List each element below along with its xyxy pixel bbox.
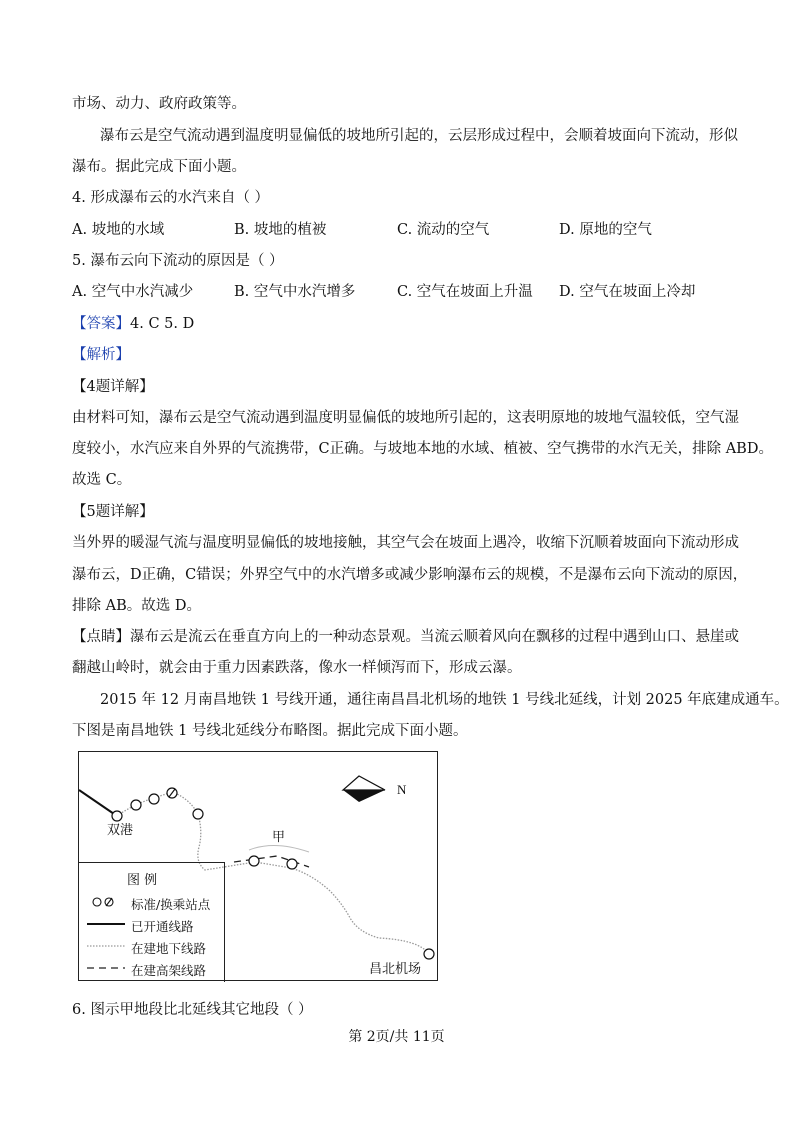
station bbox=[112, 811, 122, 821]
legend-item-opened: 已开通线路 bbox=[131, 919, 194, 934]
q4-option-d: D. 原地的空气 bbox=[559, 222, 652, 238]
label-airport: 昌北机场 bbox=[369, 962, 422, 977]
station bbox=[424, 949, 434, 959]
q4-option-c: C. 流动的空气 bbox=[397, 222, 490, 238]
elevated-line bbox=[234, 856, 309, 867]
label-north: N bbox=[397, 782, 407, 797]
detail-5-tag: 【5题详解】 bbox=[72, 504, 154, 520]
text-line: 排除 AB。故选 D。 bbox=[72, 598, 201, 614]
question-6: 6. 图示甲地段比北延线其它地段（ ） bbox=[72, 1002, 313, 1018]
text-line: 当外界的暖湿气流与温度明显偏低的坡地接触，其空气会在坡面上遇冷，收缩下沉顺着坡面向下流动形成 bbox=[72, 535, 739, 551]
answer-tag: 【答案】 bbox=[72, 316, 130, 332]
q5-option-b: B. 空气中水汽增多 bbox=[234, 284, 356, 300]
detail-4-tag: 【4题详解】 bbox=[72, 379, 154, 395]
text-line: 2015 年 12 月南昌地铁 1 号线开通，通往南昌昌北机场的地铁 1 号线北延线，计划 2025 年底建成通车。 bbox=[100, 692, 789, 708]
q4-option-b: B. 坡地的植被 bbox=[234, 222, 327, 238]
legend-title: 图 例 bbox=[127, 873, 158, 888]
text-line: 下图是南昌地铁 1 号线北延线分布略图。据此完成下面小题。 bbox=[72, 723, 468, 739]
answer-text: 4. C 5. D bbox=[130, 316, 195, 332]
text-line: 故选 C。 bbox=[72, 472, 132, 488]
text-line: 瀑布云是空气流动遇到温度明显偏低的坡地所引起的，云层形成过程中，会顺着坡面向下流动，形似 bbox=[100, 128, 738, 144]
text-line: 度较小，水汽应来自外界的气流携带，C正确。与坡地本地的水域、植被、空气携带的水汽无关，排除 ABD。 bbox=[72, 441, 773, 457]
station bbox=[249, 856, 259, 866]
station bbox=[131, 800, 141, 810]
legend-item-underground: 在建地下线路 bbox=[131, 941, 207, 956]
text-line: 市场、动力、政府政策等。 bbox=[72, 96, 246, 112]
station bbox=[149, 794, 159, 804]
q5-option-d: D. 空气在坡面上冷却 bbox=[559, 284, 696, 300]
legend-item-elevated: 在建高架线路 bbox=[131, 963, 207, 978]
question-4: 4. 形成瀑布云的水汽来自（ ） bbox=[72, 190, 270, 206]
q5-option-c: C. 空气在坡面上升温 bbox=[397, 284, 533, 300]
label-shuanggang: 双港 bbox=[107, 823, 134, 838]
q5-option-a: A. 空气中水汽减少 bbox=[72, 284, 194, 300]
station bbox=[287, 859, 297, 869]
q4-option-a: A. 坡地的水域 bbox=[72, 222, 165, 238]
analysis-tag: 【解析】 bbox=[72, 347, 130, 363]
tip-text-1: 瀑布云是流云在垂直方向上的一种动态景观。当流云顺着风向在飘移的过程中遇到山口、悬崖或 bbox=[130, 629, 739, 645]
answer-line bbox=[72, 314, 194, 334]
page-footer: 第 2页/共 11页 bbox=[348, 1029, 445, 1045]
map-legend bbox=[79, 862, 225, 982]
opened-line bbox=[79, 790, 117, 816]
north-arrow-icon bbox=[343, 776, 385, 802]
question-5: 5. 瀑布云向下流动的原因是（ ） bbox=[72, 253, 284, 269]
station bbox=[193, 809, 203, 819]
subway-map bbox=[78, 751, 438, 981]
legend-item-station: 标准/换乘站点 bbox=[131, 897, 211, 912]
text-line: 由材料可知，瀑布云是空气流动遇到温度明显偏低的坡地所引起的，这表明原地的坡地气温较低，空气湿 bbox=[72, 410, 739, 426]
tip-tag: 【点睛】 bbox=[72, 629, 130, 645]
text-line: 瀑布云，D正确，C错误；外界空气中的水汽增多或减少影响瀑布云的规模，不是瀑布云向下流动的原因， bbox=[72, 567, 748, 583]
text-line: 瀑布。据此完成下面小题。 bbox=[72, 159, 246, 175]
tip-line bbox=[72, 627, 739, 647]
text-line: 翻越山岭时，就会由于重力因素跌落，像水一样倾泻而下，形成云瀑。 bbox=[72, 660, 522, 676]
label-jia: 甲 bbox=[272, 830, 286, 845]
